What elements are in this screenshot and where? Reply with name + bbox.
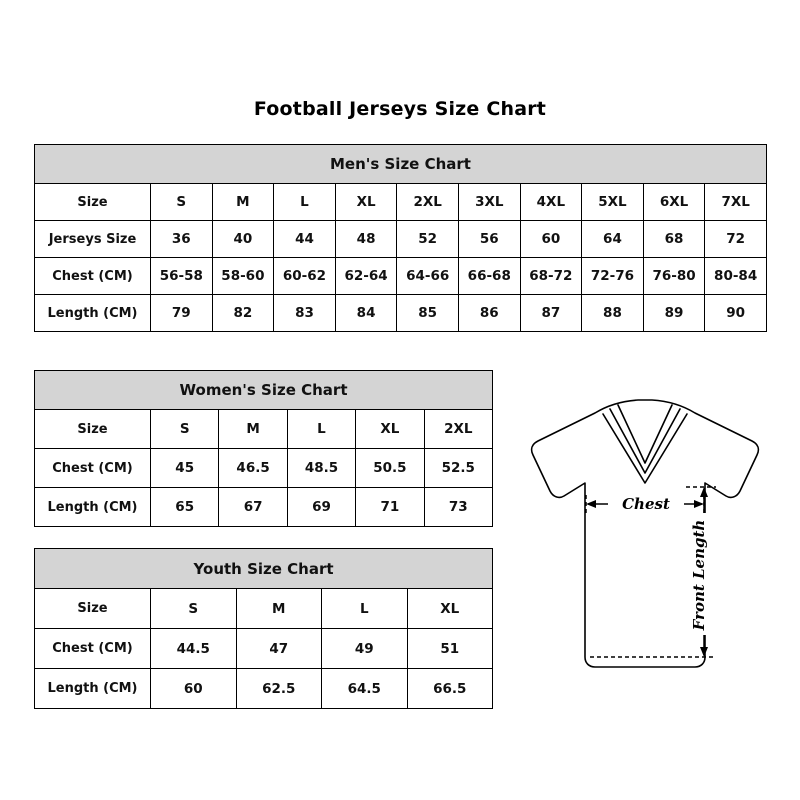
table-row: [35, 669, 493, 709]
table-cell: 68-72: [520, 258, 582, 295]
womens-size-table: [34, 370, 493, 527]
table-cell: 51: [407, 629, 493, 669]
table-cell: 67: [219, 488, 287, 527]
table-cell: 65: [151, 488, 219, 527]
table-cell: L: [287, 410, 355, 449]
table-cell: 60: [151, 669, 237, 709]
row-label: Size: [35, 589, 151, 629]
table-cell: 90: [705, 295, 767, 332]
table-cell: 44.5: [151, 629, 237, 669]
womens-section-heading: Women's Size Chart: [35, 371, 493, 410]
row-label: Jerseys Size: [35, 221, 151, 258]
chest-label: Chest: [622, 495, 670, 513]
table-cell: 84: [335, 295, 397, 332]
table-row: [35, 295, 767, 332]
table-cell: M: [219, 410, 287, 449]
table-cell: 44: [274, 221, 336, 258]
tshirt-outline-icon: [532, 400, 759, 667]
table-row: [35, 184, 767, 221]
table-cell: 87: [520, 295, 582, 332]
table-row: [35, 449, 493, 488]
chest-arrow-right-icon: [694, 500, 704, 508]
row-label: Length (CM): [35, 488, 151, 527]
table-cell: S: [151, 410, 219, 449]
table-cell: XL: [356, 410, 424, 449]
mens-section-heading: Men's Size Chart: [35, 145, 767, 184]
table-row: [35, 488, 493, 527]
table-cell: 36: [151, 221, 213, 258]
table-cell: 40: [212, 221, 274, 258]
table-row: [35, 221, 767, 258]
length-arrow-top-icon: [700, 487, 708, 497]
table-row: [35, 410, 493, 449]
table-cell: 60-62: [274, 258, 336, 295]
table-cell: L: [274, 184, 336, 221]
table-cell: 60: [520, 221, 582, 258]
youth-section-heading: Youth Size Chart: [35, 549, 493, 589]
table-cell: M: [236, 589, 322, 629]
table-cell: 4XL: [520, 184, 582, 221]
row-label: Length (CM): [35, 295, 151, 332]
table-cell: S: [151, 589, 237, 629]
table-cell: 85: [397, 295, 459, 332]
table-cell: 83: [274, 295, 336, 332]
table-cell: 76-80: [643, 258, 705, 295]
table-cell: L: [322, 589, 408, 629]
table-cell: 71: [356, 488, 424, 527]
table-cell: 58-60: [212, 258, 274, 295]
table-row: [35, 589, 493, 629]
length-arrow-bottom-icon: [700, 647, 708, 657]
table-cell: 5XL: [582, 184, 644, 221]
table-cell: 73: [424, 488, 492, 527]
chest-arrow-left-icon: [586, 500, 596, 508]
table-cell: XL: [407, 589, 493, 629]
mens-size-table: [34, 144, 767, 332]
table-cell: M: [212, 184, 274, 221]
table-cell: 86: [458, 295, 520, 332]
table-cell: 6XL: [643, 184, 705, 221]
table-cell: 45: [151, 449, 219, 488]
youth-size-chart: [34, 548, 492, 709]
table-cell: 48: [335, 221, 397, 258]
table-cell: 62-64: [335, 258, 397, 295]
row-label: Chest (CM): [35, 449, 151, 488]
table-cell: 72: [705, 221, 767, 258]
table-section-header-row: [35, 371, 493, 410]
table-cell: 2XL: [424, 410, 492, 449]
front-length-label: Front Length: [690, 519, 708, 631]
table-cell: 72-76: [582, 258, 644, 295]
table-cell: 80-84: [705, 258, 767, 295]
table-cell: S: [151, 184, 213, 221]
row-label: Size: [35, 184, 151, 221]
table-cell: 64-66: [397, 258, 459, 295]
table-cell: 89: [643, 295, 705, 332]
table-cell: 88: [582, 295, 644, 332]
table-cell: 66-68: [458, 258, 520, 295]
table-cell: 79: [151, 295, 213, 332]
table-cell: 3XL: [458, 184, 520, 221]
youth-size-table: [34, 548, 493, 709]
table-cell: 49: [322, 629, 408, 669]
t-shirt-measurement-diagram: [500, 395, 790, 695]
table-cell: XL: [335, 184, 397, 221]
table-cell: 48.5: [287, 449, 355, 488]
table-cell: 2XL: [397, 184, 459, 221]
table-cell: 52.5: [424, 449, 492, 488]
row-label: Length (CM): [35, 669, 151, 709]
row-label: Chest (CM): [35, 629, 151, 669]
table-section-header-row: [35, 145, 767, 184]
table-cell: 64: [582, 221, 644, 258]
table-cell: 62.5: [236, 669, 322, 709]
table-cell: 7XL: [705, 184, 767, 221]
table-cell: 68: [643, 221, 705, 258]
table-cell: 69: [287, 488, 355, 527]
table-section-header-row: [35, 549, 493, 589]
womens-size-chart: [34, 370, 492, 527]
table-cell: 56: [458, 221, 520, 258]
table-cell: 52: [397, 221, 459, 258]
table-cell: 66.5: [407, 669, 493, 709]
table-row: [35, 258, 767, 295]
page-title: Football Jerseys Size Chart: [253, 98, 547, 120]
table-cell: 46.5: [219, 449, 287, 488]
table-cell: 64.5: [322, 669, 408, 709]
row-label: Size: [35, 410, 151, 449]
table-cell: 82: [212, 295, 274, 332]
table-cell: 56-58: [151, 258, 213, 295]
mens-size-chart: [34, 144, 766, 332]
table-row: [35, 629, 493, 669]
table-cell: 50.5: [356, 449, 424, 488]
row-label: Chest (CM): [35, 258, 151, 295]
table-cell: 47: [236, 629, 322, 669]
